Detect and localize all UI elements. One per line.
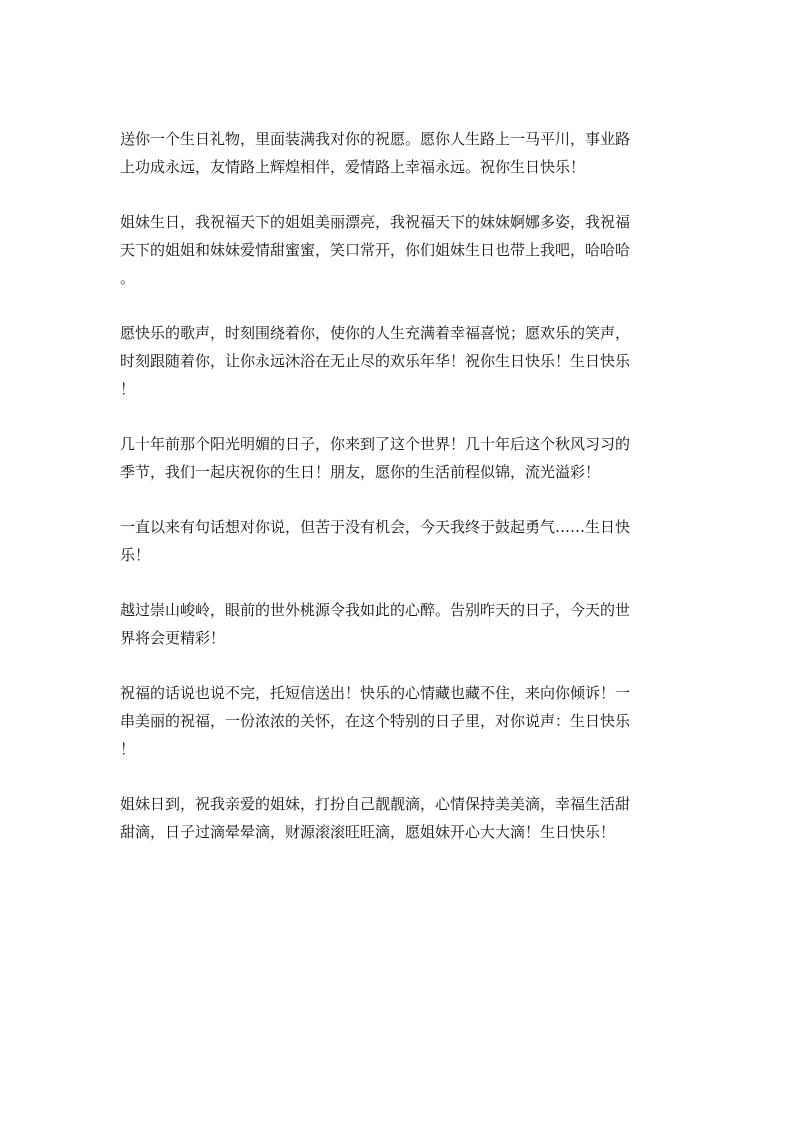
paragraph-line: 乐！ [120,546,151,564]
paragraph-2 [120,208,668,292]
document-body [120,125,668,873]
paragraph-line: 上功成永远，友情路上辉煌相伴，爱情路上幸福永远。祝你生日快乐！ [120,158,586,176]
paragraph-line: 送你一个生日礼物，里面装满我对你的祝愿。愿你人生路上一马平川，事业路 [120,130,631,148]
paragraph-7 [120,679,668,763]
paragraph-4 [120,430,668,486]
paragraph-line: 几十年前那个阳光明媚的日子，你来到了这个世界！几十年后这个秋风习习的 [120,435,631,453]
paragraph-line: 。 [120,269,136,287]
paragraph-6 [120,596,668,652]
paragraph-5 [120,513,668,569]
paragraph-line: 姐妹日到，祝我亲爱的姐妹，打扮自己靓靓滴，心情保持美美滴，幸福生活甜 [120,795,631,813]
paragraph-line: 天下的姐姐和妹妹爱情甜蜜蜜，笑口常开，你们姐妹生日也带上我吧，哈哈哈 [120,241,631,259]
paragraph-line: 串美丽的祝福，一份浓浓的关怀，在这个特别的日子里，对你说声：生日快乐 [120,712,631,730]
paragraph-8 [120,790,668,846]
paragraph-line: 愿快乐的歌声，时刻围绕着你，使你的人生充满着幸福喜悦；愿欢乐的笑声， [120,324,631,342]
paragraph-line: 越过崇山峻岭，眼前的世外桃源令我如此的心醉。告别昨天的日子，今天的世 [120,601,631,619]
paragraph-line: 界将会更精彩！ [120,629,226,647]
paragraph-line: ！ [120,740,136,758]
paragraph-line: ！ [120,380,136,398]
paragraph-3 [120,319,668,403]
paragraph-line: 季节，我们一起庆祝你的生日！朋友，愿你的生活前程似锦，流光溢彩！ [120,463,601,481]
paragraph-line: 姐妹生日，我祝福天下的姐姐美丽漂亮，我祝福天下的妹妹婀娜多姿，我祝福 [120,213,631,231]
paragraph-line: 时刻跟随着你，让你永远沐浴在无止尽的欢乐年华！祝你生日快乐！生日快乐 [120,352,631,370]
paragraph-1 [120,125,668,181]
paragraph-line: 一直以来有句话想对你说，但苦于没有机会，今天我终于鼓起勇气……生日快 [120,518,631,536]
paragraph-line: 甜滴，日子过滴晕晕滴，财源滚滚旺旺滴，愿姐妹开心大大滴！生日快乐！ [120,823,616,841]
paragraph-line: 祝福的话说也说不完，托短信送出！快乐的心情藏也藏不住，来向你倾诉！一 [120,684,631,702]
